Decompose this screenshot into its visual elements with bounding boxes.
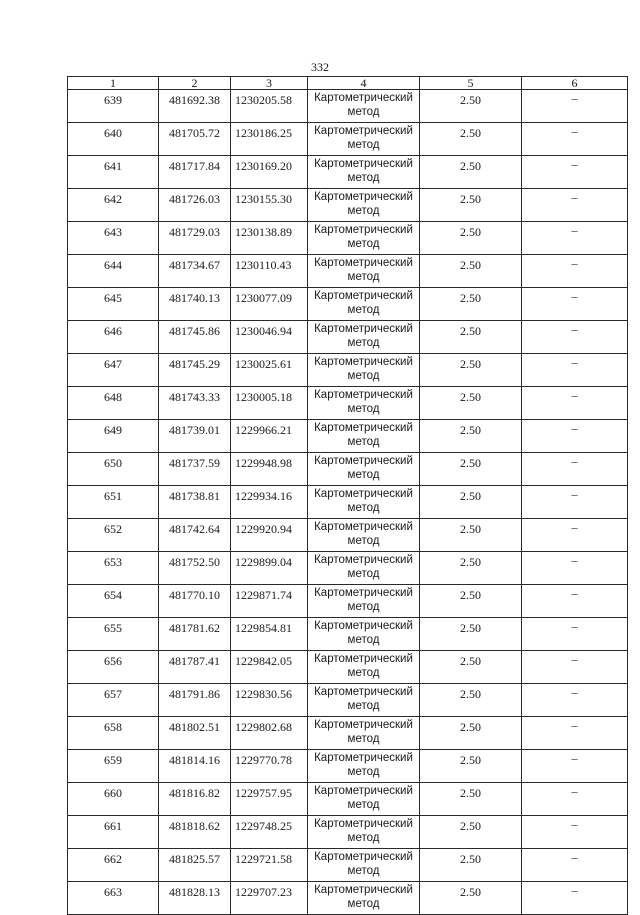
method-cell: Картометрический метод: [308, 420, 420, 453]
point-number-cell: 650: [68, 453, 159, 486]
note-cell: –: [522, 486, 628, 519]
point-number-cell: 648: [68, 387, 159, 420]
point-number-cell: 646: [68, 321, 159, 354]
y-coordinate-cell: 1229802.68: [231, 717, 308, 750]
x-coordinate-cell: 481814.16: [159, 750, 231, 783]
x-coordinate-cell: 481739.01: [159, 420, 231, 453]
point-number-cell: 662: [68, 849, 159, 882]
note-cell: –: [522, 123, 628, 156]
x-coordinate-cell: 481828.13: [159, 882, 231, 915]
x-coordinate-cell: 481787.41: [159, 651, 231, 684]
accuracy-cell: 2.50: [420, 618, 522, 651]
accuracy-cell: 2.50: [420, 387, 522, 420]
point-number-cell: 651: [68, 486, 159, 519]
accuracy-cell: 2.50: [420, 222, 522, 255]
table-row: [68, 783, 628, 816]
note-cell: –: [522, 90, 628, 123]
y-coordinate-cell: 1229899.04: [231, 552, 308, 585]
method-cell: Картометрический метод: [308, 651, 420, 684]
y-coordinate-cell: 1229920.94: [231, 519, 308, 552]
method-cell: Картометрический метод: [308, 156, 420, 189]
x-coordinate-cell: 481745.86: [159, 321, 231, 354]
accuracy-cell: 2.50: [420, 849, 522, 882]
method-cell: Картометрический метод: [308, 387, 420, 420]
table-row: [68, 519, 628, 552]
table-row: [68, 453, 628, 486]
accuracy-cell: 2.50: [420, 453, 522, 486]
note-cell: –: [522, 321, 628, 354]
method-cell: Картометрический метод: [308, 321, 420, 354]
table-row: [68, 387, 628, 420]
note-cell: –: [522, 288, 628, 321]
method-cell: Картометрический метод: [308, 90, 420, 123]
point-number-cell: 658: [68, 717, 159, 750]
note-cell: –: [522, 651, 628, 684]
table-row: [68, 222, 628, 255]
accuracy-cell: 2.50: [420, 486, 522, 519]
accuracy-cell: 2.50: [420, 420, 522, 453]
accuracy-cell: 2.50: [420, 750, 522, 783]
note-cell: –: [522, 453, 628, 486]
note-cell: –: [522, 684, 628, 717]
x-coordinate-cell: 481770.10: [159, 585, 231, 618]
table-row: [68, 288, 628, 321]
column-header: 6: [522, 77, 628, 90]
point-number-cell: 642: [68, 189, 159, 222]
accuracy-cell: 2.50: [420, 519, 522, 552]
accuracy-cell: 2.50: [420, 684, 522, 717]
x-coordinate-cell: 481738.81: [159, 486, 231, 519]
note-cell: –: [522, 255, 628, 288]
point-number-cell: 655: [68, 618, 159, 651]
y-coordinate-cell: 1229948.98: [231, 453, 308, 486]
y-coordinate-cell: 1230138.89: [231, 222, 308, 255]
method-cell: Картометрический метод: [308, 849, 420, 882]
column-header: 5: [420, 77, 522, 90]
point-number-cell: 654: [68, 585, 159, 618]
page-number: 332: [311, 60, 329, 74]
table-row: [68, 189, 628, 222]
note-cell: –: [522, 849, 628, 882]
table-row: [68, 684, 628, 717]
table-row: [68, 618, 628, 651]
accuracy-cell: 2.50: [420, 651, 522, 684]
method-cell: Картометрический метод: [308, 486, 420, 519]
x-coordinate-cell: 481825.57: [159, 849, 231, 882]
y-coordinate-cell: 1229748.25: [231, 816, 308, 849]
x-coordinate-cell: 481692.38: [159, 90, 231, 123]
x-coordinate-cell: 481740.13: [159, 288, 231, 321]
note-cell: –: [522, 420, 628, 453]
point-number-cell: 660: [68, 783, 159, 816]
note-cell: –: [522, 222, 628, 255]
note-cell: –: [522, 618, 628, 651]
method-cell: Картометрический метод: [308, 189, 420, 222]
point-number-cell: 641: [68, 156, 159, 189]
x-coordinate-cell: 481802.51: [159, 717, 231, 750]
note-cell: –: [522, 585, 628, 618]
y-coordinate-cell: 1229770.78: [231, 750, 308, 783]
x-coordinate-cell: 481705.72: [159, 123, 231, 156]
point-number-cell: 661: [68, 816, 159, 849]
x-coordinate-cell: 481818.62: [159, 816, 231, 849]
column-header: 3: [231, 77, 308, 90]
method-cell: Картометрический метод: [308, 255, 420, 288]
accuracy-cell: 2.50: [420, 123, 522, 156]
note-cell: –: [522, 189, 628, 222]
accuracy-cell: 2.50: [420, 288, 522, 321]
note-cell: –: [522, 717, 628, 750]
y-coordinate-cell: 1229934.16: [231, 486, 308, 519]
point-number-cell: 640: [68, 123, 159, 156]
y-coordinate-cell: 1230025.61: [231, 354, 308, 387]
point-number-cell: 639: [68, 90, 159, 123]
note-cell: –: [522, 750, 628, 783]
accuracy-cell: 2.50: [420, 255, 522, 288]
point-number-cell: 649: [68, 420, 159, 453]
accuracy-cell: 2.50: [420, 321, 522, 354]
column-header: 4: [308, 77, 420, 90]
method-cell: Картометрический метод: [308, 684, 420, 717]
y-coordinate-cell: 1230005.18: [231, 387, 308, 420]
method-cell: Картометрический метод: [308, 354, 420, 387]
note-cell: –: [522, 783, 628, 816]
point-number-cell: 652: [68, 519, 159, 552]
table-row: [68, 849, 628, 882]
point-number-cell: 653: [68, 552, 159, 585]
x-coordinate-cell: 481781.62: [159, 618, 231, 651]
y-coordinate-cell: 1229854.81: [231, 618, 308, 651]
y-coordinate-cell: 1229871.74: [231, 585, 308, 618]
note-cell: –: [522, 882, 628, 915]
y-coordinate-cell: 1229721.58: [231, 849, 308, 882]
method-cell: Картометрический метод: [308, 453, 420, 486]
x-coordinate-cell: 481737.59: [159, 453, 231, 486]
table-row: [68, 750, 628, 783]
x-coordinate-cell: 481745.29: [159, 354, 231, 387]
point-number-cell: 647: [68, 354, 159, 387]
method-cell: Картометрический метод: [308, 552, 420, 585]
method-cell: Картометрический метод: [308, 618, 420, 651]
point-number-cell: 643: [68, 222, 159, 255]
y-coordinate-cell: 1230205.58: [231, 90, 308, 123]
table-row: [68, 717, 628, 750]
table-header-row: [68, 77, 628, 90]
y-coordinate-cell: 1229830.56: [231, 684, 308, 717]
accuracy-cell: 2.50: [420, 717, 522, 750]
y-coordinate-cell: 1229966.21: [231, 420, 308, 453]
method-cell: Картометрический метод: [308, 816, 420, 849]
note-cell: –: [522, 156, 628, 189]
x-coordinate-cell: 481816.82: [159, 783, 231, 816]
y-coordinate-cell: 1230186.25: [231, 123, 308, 156]
y-coordinate-cell: 1230169.20: [231, 156, 308, 189]
point-number-cell: 656: [68, 651, 159, 684]
x-coordinate-cell: 481726.03: [159, 189, 231, 222]
note-cell: –: [522, 816, 628, 849]
point-number-cell: 659: [68, 750, 159, 783]
table-row: [68, 354, 628, 387]
point-number-cell: 657: [68, 684, 159, 717]
method-cell: Картометрический метод: [308, 222, 420, 255]
x-coordinate-cell: 481734.67: [159, 255, 231, 288]
table-row: [68, 552, 628, 585]
column-header: 1: [68, 77, 159, 90]
table-row: [68, 816, 628, 849]
x-coordinate-cell: 481729.03: [159, 222, 231, 255]
accuracy-cell: 2.50: [420, 156, 522, 189]
x-coordinate-cell: 481743.33: [159, 387, 231, 420]
table-row: [68, 321, 628, 354]
table-row: [68, 882, 628, 915]
accuracy-cell: 2.50: [420, 585, 522, 618]
table-row: [68, 420, 628, 453]
accuracy-cell: 2.50: [420, 90, 522, 123]
accuracy-cell: 2.50: [420, 354, 522, 387]
accuracy-cell: 2.50: [420, 816, 522, 849]
table-row: [68, 651, 628, 684]
table-row: [68, 255, 628, 288]
point-number-cell: 663: [68, 882, 159, 915]
accuracy-cell: 2.50: [420, 882, 522, 915]
note-cell: –: [522, 552, 628, 585]
table-row: [68, 123, 628, 156]
accuracy-cell: 2.50: [420, 189, 522, 222]
method-cell: Картометрический метод: [308, 882, 420, 915]
method-cell: Картометрический метод: [308, 288, 420, 321]
note-cell: –: [522, 354, 628, 387]
y-coordinate-cell: 1229842.05: [231, 651, 308, 684]
x-coordinate-cell: 481791.86: [159, 684, 231, 717]
method-cell: Картометрический метод: [308, 750, 420, 783]
y-coordinate-cell: 1230077.09: [231, 288, 308, 321]
note-cell: –: [522, 387, 628, 420]
table-row: [68, 486, 628, 519]
point-number-cell: 644: [68, 255, 159, 288]
method-cell: Картометрический метод: [308, 123, 420, 156]
x-coordinate-cell: 481717.84: [159, 156, 231, 189]
table-row: [68, 156, 628, 189]
table-body: [68, 90, 628, 915]
accuracy-cell: 2.50: [420, 783, 522, 816]
y-coordinate-cell: 1230110.43: [231, 255, 308, 288]
x-coordinate-cell: 481752.50: [159, 552, 231, 585]
method-cell: Картометрический метод: [308, 717, 420, 750]
method-cell: Картометрический метод: [308, 585, 420, 618]
table-row: [68, 585, 628, 618]
y-coordinate-cell: 1229707.23: [231, 882, 308, 915]
note-cell: –: [522, 519, 628, 552]
y-coordinate-cell: 1230046.94: [231, 321, 308, 354]
table-row: [68, 90, 628, 123]
y-coordinate-cell: 1230155.30: [231, 189, 308, 222]
x-coordinate-cell: 481742.64: [159, 519, 231, 552]
coordinates-table: [67, 76, 628, 915]
method-cell: Картометрический метод: [308, 519, 420, 552]
method-cell: Картометрический метод: [308, 783, 420, 816]
y-coordinate-cell: 1229757.95: [231, 783, 308, 816]
point-number-cell: 645: [68, 288, 159, 321]
accuracy-cell: 2.50: [420, 552, 522, 585]
column-header: 2: [159, 77, 231, 90]
